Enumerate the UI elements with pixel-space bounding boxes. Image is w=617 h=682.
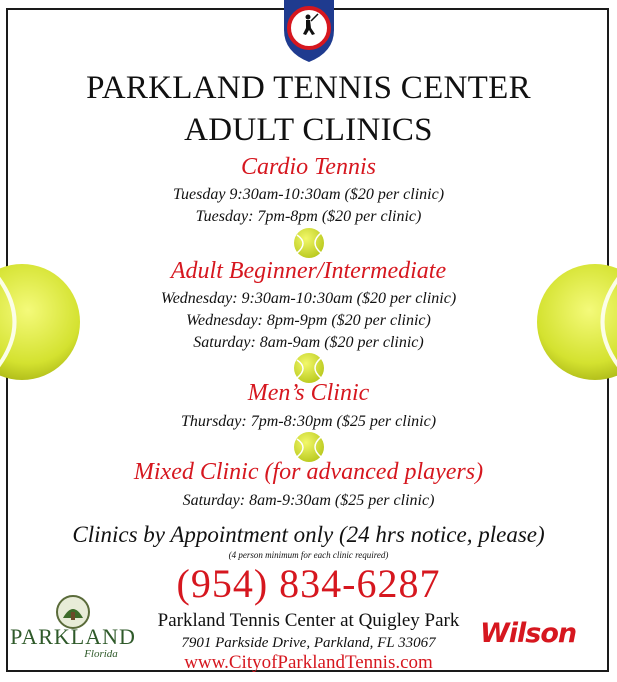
tennis-ball-icon	[293, 227, 325, 259]
tennis-ball-icon	[0, 262, 82, 382]
minimum-note: (4 person minimum for each clinic required)	[228, 550, 389, 560]
venue-address: 7901 Parkside Drive, Parkland, FL 33067	[181, 635, 436, 651]
cardio-line-2: Tuesday: 7pm-8pm ($20 per clinic)	[195, 208, 422, 225]
mens-line-1: Thursday: 7pm-8:30pm ($25 per clinic)	[180, 413, 437, 430]
appointment-notice: Clinics by Appointment only (24 hrs notice, please)	[72, 522, 545, 547]
section-cardio-tennis: Cardio Tennis	[241, 154, 376, 180]
parkland-logo	[8, 594, 138, 670]
title-line-1: PARKLAND TENNIS CENTER	[86, 70, 531, 106]
parkland-word: PARKLAND	[10, 624, 136, 649]
website-link[interactable]: www.CityofParklandTennis.com	[184, 652, 433, 673]
section-mixed-clinic: Mixed Clinic (for advanced players)	[133, 459, 484, 485]
cardio-line-1: Tuesday 9:30am-10:30am ($20 per clinic)	[172, 186, 445, 203]
venue-name: Parkland Tennis Center at Quigley Park	[157, 610, 460, 631]
adult-line-3: Saturday: 8am-9am ($20 per clinic)	[193, 334, 424, 351]
adult-line-1: Wednesday: 9:30am-10:30am ($20 per clinic)	[160, 290, 457, 307]
section-mens-clinic: Men’s Clinic	[247, 380, 370, 406]
tennis-academy-logo	[270, 0, 348, 64]
mixed-line-1: Saturday: 8am-9:30am ($25 per clinic)	[182, 492, 435, 509]
adult-line-2: Wednesday: 8pm-9pm ($20 per clinic)	[186, 312, 431, 329]
phone-number[interactable]: (954) 834-6287	[176, 561, 441, 606]
tennis-ball-icon	[535, 262, 617, 382]
parkland-sub: Florida	[84, 648, 118, 660]
section-adult-beginner-intermediate: Adult Beginner/Intermediate	[170, 258, 447, 284]
wilson-logo: Wilson	[480, 618, 577, 649]
title-line-2: ADULT CLINICS	[184, 112, 433, 148]
